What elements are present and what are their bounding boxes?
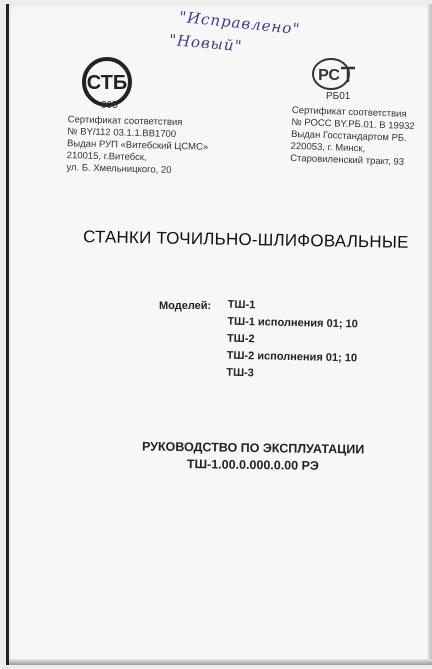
model-item: ТШ-1	[227, 298, 256, 312]
cert-right-line: Старовиленский тракт, 93	[290, 152, 405, 168]
manual-title: РУКОВОДСТВО ПО ЭКСПЛУАТАЦИИ	[141, 439, 365, 457]
cert-left-line: Сертификат соответствия	[67, 114, 183, 129]
page-edge-right	[428, 4, 432, 665]
models-label: Моделей:	[159, 300, 212, 312]
manual-heading	[133, 438, 373, 475]
model-item: ТШ-1 исполнения 01; 10	[227, 315, 358, 331]
rst-logo-code: РБ01	[326, 91, 351, 102]
cert-left-line: 210015, г.Витебск,	[66, 150, 147, 164]
cert-left-line: Выдан РУП «Витебский ЦСМС»	[66, 138, 209, 153]
models-list	[226, 297, 358, 385]
certificate-info-left	[66, 114, 209, 178]
model-item: ТШ-2 исполнения 01; 10	[226, 349, 358, 365]
page-edge-bottom	[9, 659, 432, 665]
stb-logo-number: 005	[101, 100, 118, 111]
svg-text:РС: РС	[318, 67, 340, 84]
certificate-info-right	[290, 105, 415, 169]
cert-right-line: Выдан Госстандартом РБ.	[290, 128, 407, 144]
rst-certification-logo-icon	[309, 56, 365, 96]
handwritten-note-line-1: "Исправлено"	[178, 7, 302, 39]
model-item: ТШ-2	[226, 332, 255, 346]
handwritten-note-line-2: "Новый"	[168, 30, 244, 56]
cert-right-line: 220053, г. Минск,	[290, 140, 366, 155]
cert-left-line: ул. Б. Хмельницкого, 20	[66, 162, 172, 176]
svg-text:СТБ: СТБ	[86, 72, 128, 94]
document-title: СТАНКИ ТОЧИЛЬНО-ШЛИФОВАЛЬНЫЕ	[82, 227, 409, 252]
manual-code: ТШ-1.00.0.000.0.00 РЭ	[186, 457, 319, 473]
model-item: ТШ-3	[226, 366, 254, 380]
cert-right-line: № РОСС BY.РБ.01. В 19932	[291, 116, 415, 133]
cert-left-line: № BY/112 03.1.1.BB1700	[67, 126, 177, 141]
document-page	[6, 4, 432, 665]
cert-right-line: Сертификат соответствия	[291, 104, 407, 120]
